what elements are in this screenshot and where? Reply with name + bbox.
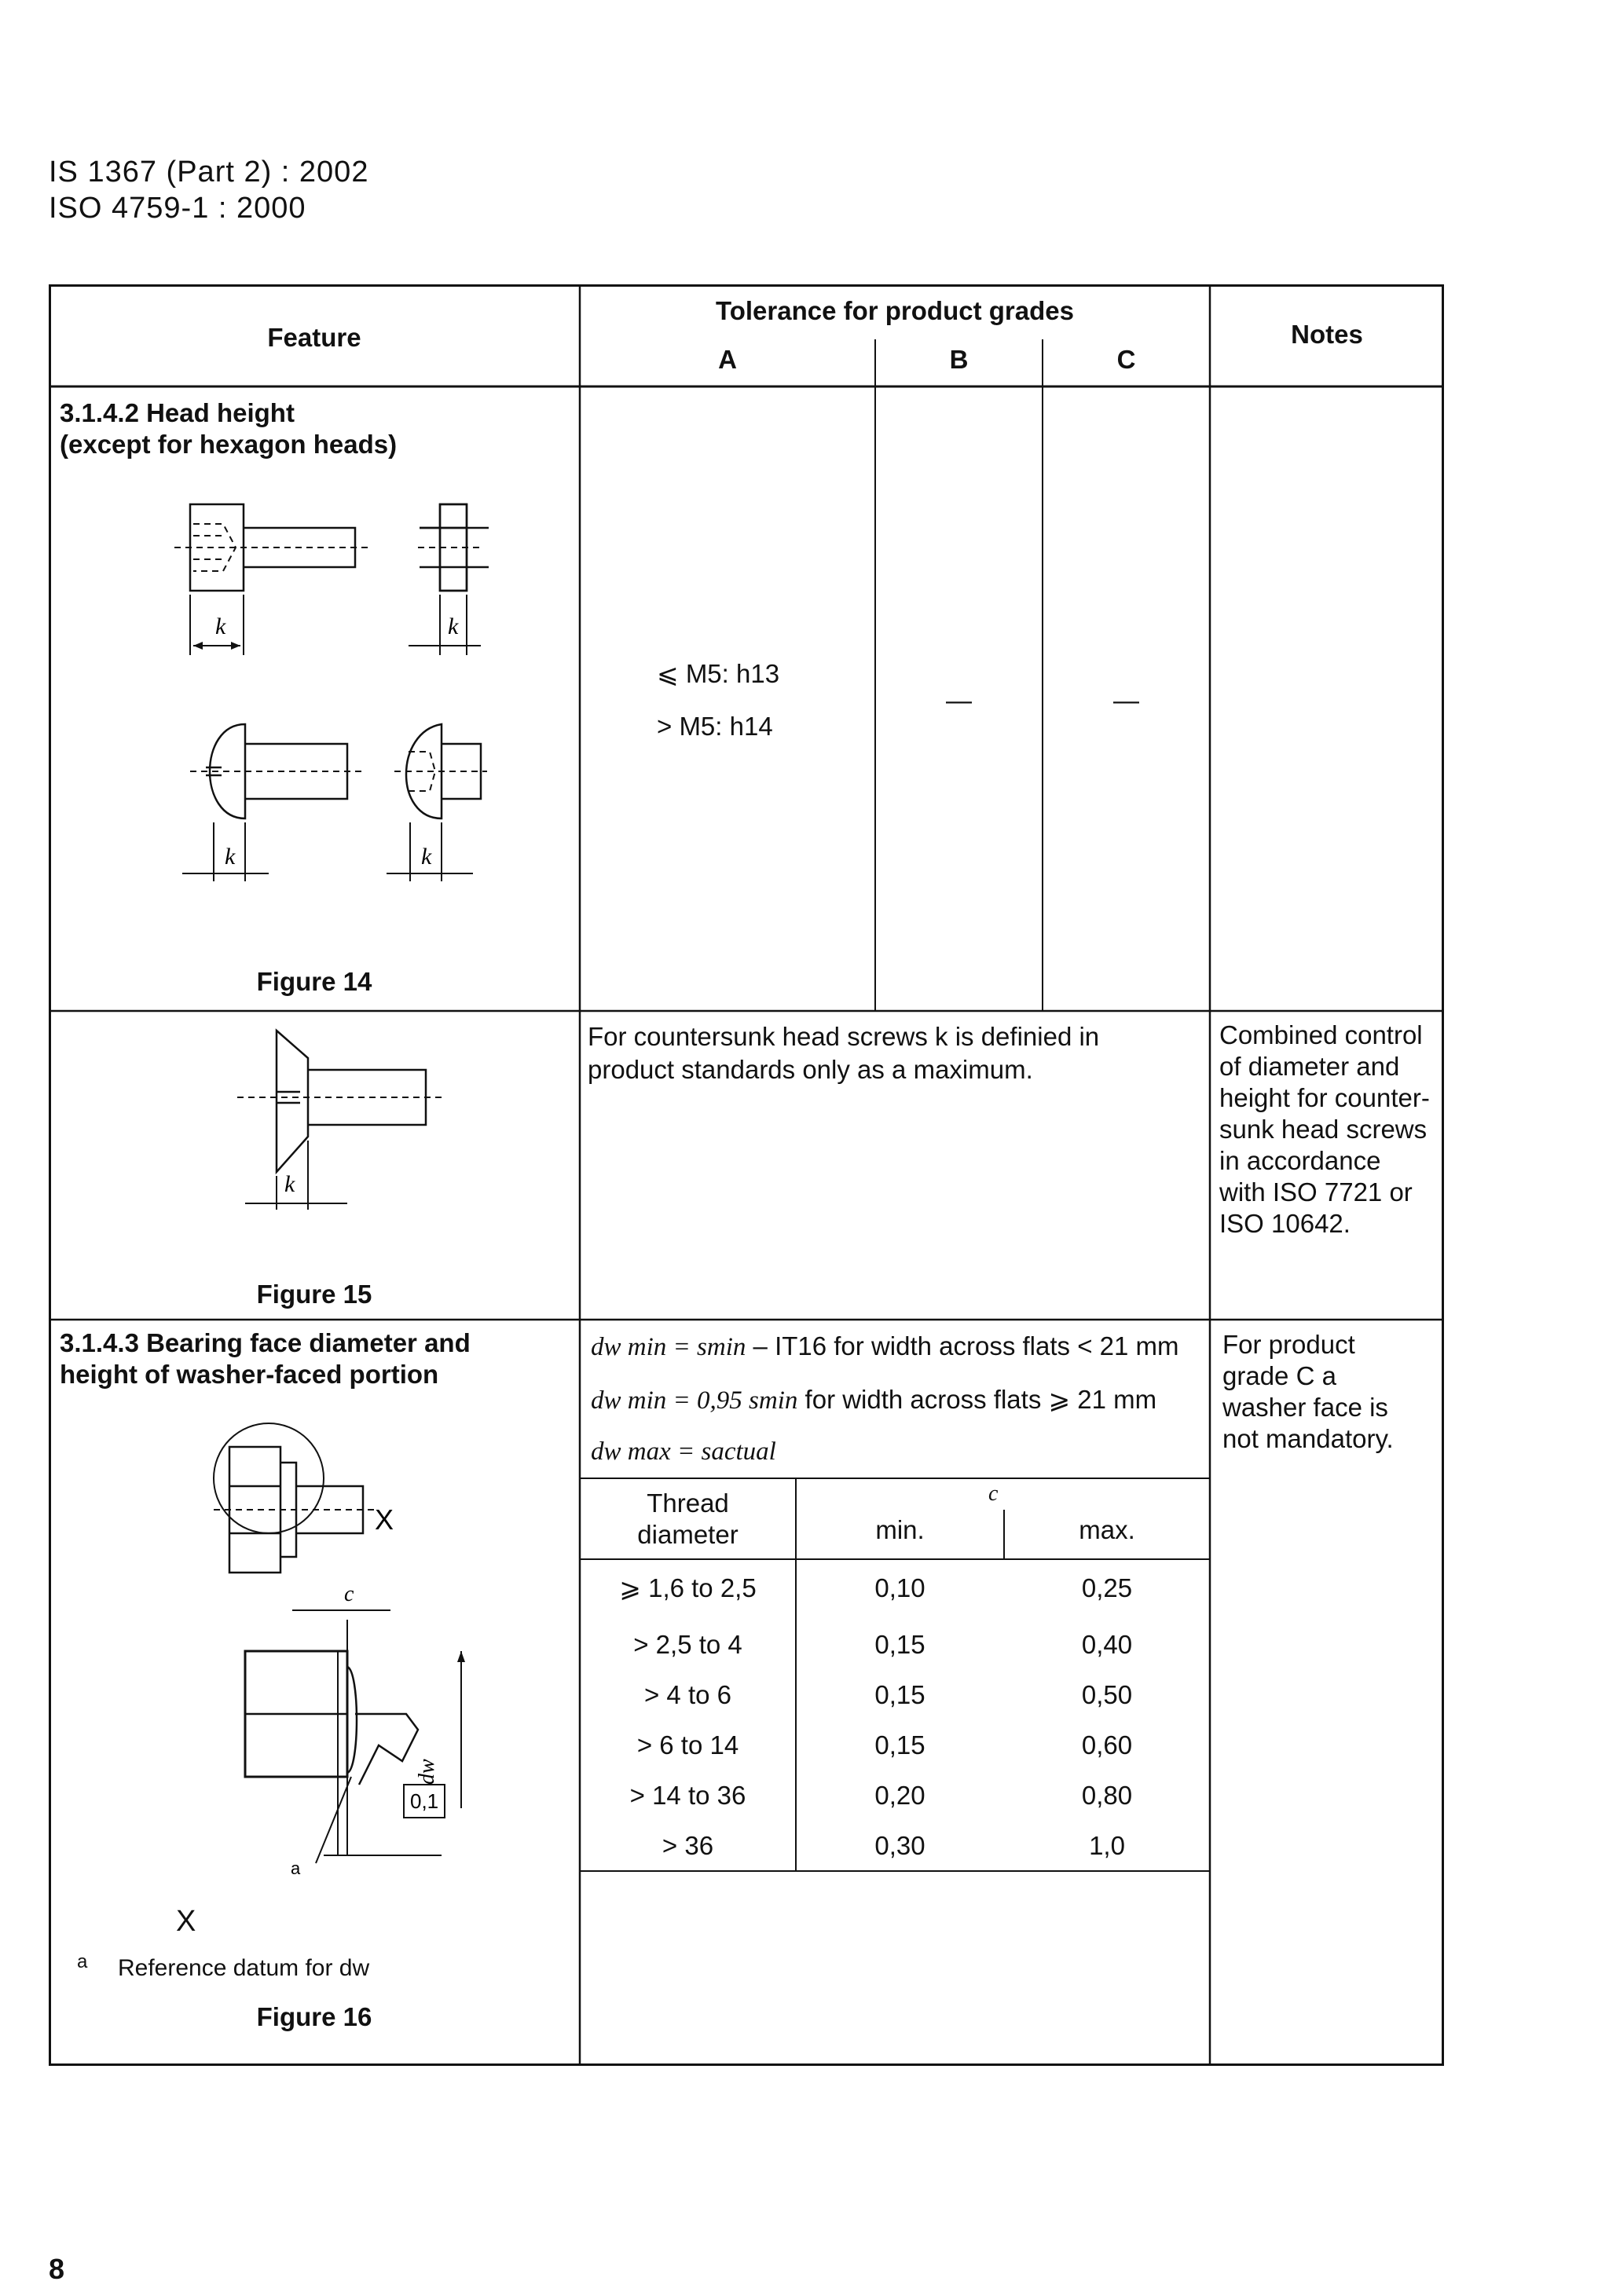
formula-dw-min-large: dw min = 0,95 smin for width across flats ⩾ 21 mm (591, 1385, 1157, 1415)
fig16-dw-label: dw (415, 1759, 439, 1785)
countersunk-note-line2: product standards only as a maximum. (588, 1055, 1033, 1084)
grade-a-tolerance-small: ⩽ M5: h13 (657, 659, 780, 688)
notes-row2-line1: Combined control (1219, 1020, 1423, 1049)
column-header-notes: Notes (1291, 320, 1363, 349)
subtable-c-header: c (988, 1481, 999, 1506)
table-row-min: 0,15 (874, 1630, 925, 1659)
tolerance-table (49, 284, 1444, 2066)
notes-row2-line3: height for counter- (1219, 1083, 1430, 1112)
table-row-max: 0,25 (1081, 1573, 1133, 1602)
table-row-max: 0,40 (1081, 1630, 1133, 1659)
feature-head-height-subtitle: (except for hexagon heads) (60, 430, 398, 459)
fig16-tolerance-box: 0,1 (410, 1789, 439, 1813)
countersunk-note-line1: For countersunk head screws k is definied in (588, 1022, 1100, 1051)
table-row-min: 0,15 (874, 1680, 925, 1709)
column-header-tolerance: Tolerance for product grades (716, 296, 1074, 325)
subtable-min-header: min. (875, 1515, 925, 1544)
table-row-thread: > 4 to 6 (643, 1680, 731, 1709)
grade-b-header: B (949, 345, 969, 374)
notes-row3-line2: grade C a (1222, 1361, 1336, 1390)
table-row-thread: > 36 (662, 1831, 714, 1860)
fig14-k-label-2: k (448, 613, 459, 639)
notes-row2-line2: of diameter and (1219, 1052, 1400, 1081)
grade-c-header: C (1116, 345, 1136, 374)
notes-row2-line6: with ISO 7721 or (1219, 1177, 1413, 1207)
figure-16-caption: Figure 16 (256, 2002, 372, 2031)
column-header-feature: Feature (267, 323, 361, 352)
document-id-iso: ISO 4759-1 : 2000 (49, 192, 306, 225)
subtable-thread-header-1: Thread (647, 1489, 729, 1518)
fig16-c-label: c (344, 1582, 354, 1606)
page-number: 8 (49, 2253, 65, 2285)
fig14-k-label-4: k (421, 844, 432, 870)
subtable-thread-header-2: diameter (637, 1520, 739, 1549)
feature-head-height-title: 3.1.4.2 Head height (60, 398, 295, 427)
table-row-min: 0,10 (874, 1573, 925, 1602)
table-row-min: 0,20 (874, 1781, 925, 1810)
notes-row2-line5: in accordance (1219, 1146, 1381, 1175)
fig16-x-marker-top: X (375, 1503, 394, 1536)
grade-c-tolerance: — (1113, 686, 1139, 715)
table-row-thread: > 2,5 to 4 (633, 1630, 742, 1659)
table-row-max: 0,80 (1081, 1781, 1133, 1810)
feature-bearing-face-title: 3.1.4.3 Bearing face diameter and (60, 1328, 471, 1357)
formula-dw-max: dw max = sactual (591, 1437, 776, 1466)
grade-a-header: A (718, 345, 737, 374)
figure-15-drawing (229, 1023, 465, 1219)
figure-15-caption: Figure 15 (256, 1280, 372, 1309)
table-row-max: 0,50 (1081, 1680, 1133, 1709)
feature-bearing-face-subtitle: height of washer-faced portion (60, 1360, 439, 1389)
subtable-max-header: max. (1079, 1515, 1135, 1544)
figure-14-drawing (159, 489, 489, 913)
figure-14-caption: Figure 14 (256, 967, 372, 996)
table-row-min: 0,15 (874, 1730, 925, 1760)
table-row-min: 0,30 (874, 1831, 925, 1860)
table-row-max: 1,0 (1089, 1831, 1125, 1860)
notes-row3-line1: For product (1222, 1330, 1355, 1359)
fig16-a-label: a (291, 1858, 301, 1878)
document-id-is: IS 1367 (Part 2) : 2002 (49, 156, 369, 189)
footnote-key: a (77, 1951, 88, 1972)
table-row-thread: ⩾ 1,6 to 2,5 (619, 1573, 757, 1602)
notes-row2-line7: ISO 10642. (1219, 1209, 1351, 1238)
notes-row3-line4: not mandatory. (1222, 1424, 1394, 1453)
grade-a-tolerance-large: > M5: h14 (657, 712, 773, 741)
grade-b-tolerance: — (946, 686, 972, 715)
fig16-x-marker-bottom: X (176, 1905, 196, 1938)
table-row-max: 0,60 (1081, 1730, 1133, 1760)
formula-dw-min-small: dw min = smin – IT16 for width across flats < 21 mm (591, 1331, 1179, 1361)
fig15-k-label: k (284, 1171, 295, 1197)
table-row-thread: > 6 to 14 (636, 1730, 739, 1760)
notes-row3-line3: washer face is (1222, 1393, 1388, 1422)
table-row-thread: > 14 to 36 (629, 1781, 746, 1810)
fig14-k-label-3: k (225, 844, 236, 870)
fig14-k-label-1: k (215, 613, 226, 639)
notes-row2-line4: sunk head screws (1219, 1115, 1428, 1144)
figure-16-drawing (198, 1415, 528, 1902)
footnote-text: Reference datum for dw (118, 1955, 370, 1981)
